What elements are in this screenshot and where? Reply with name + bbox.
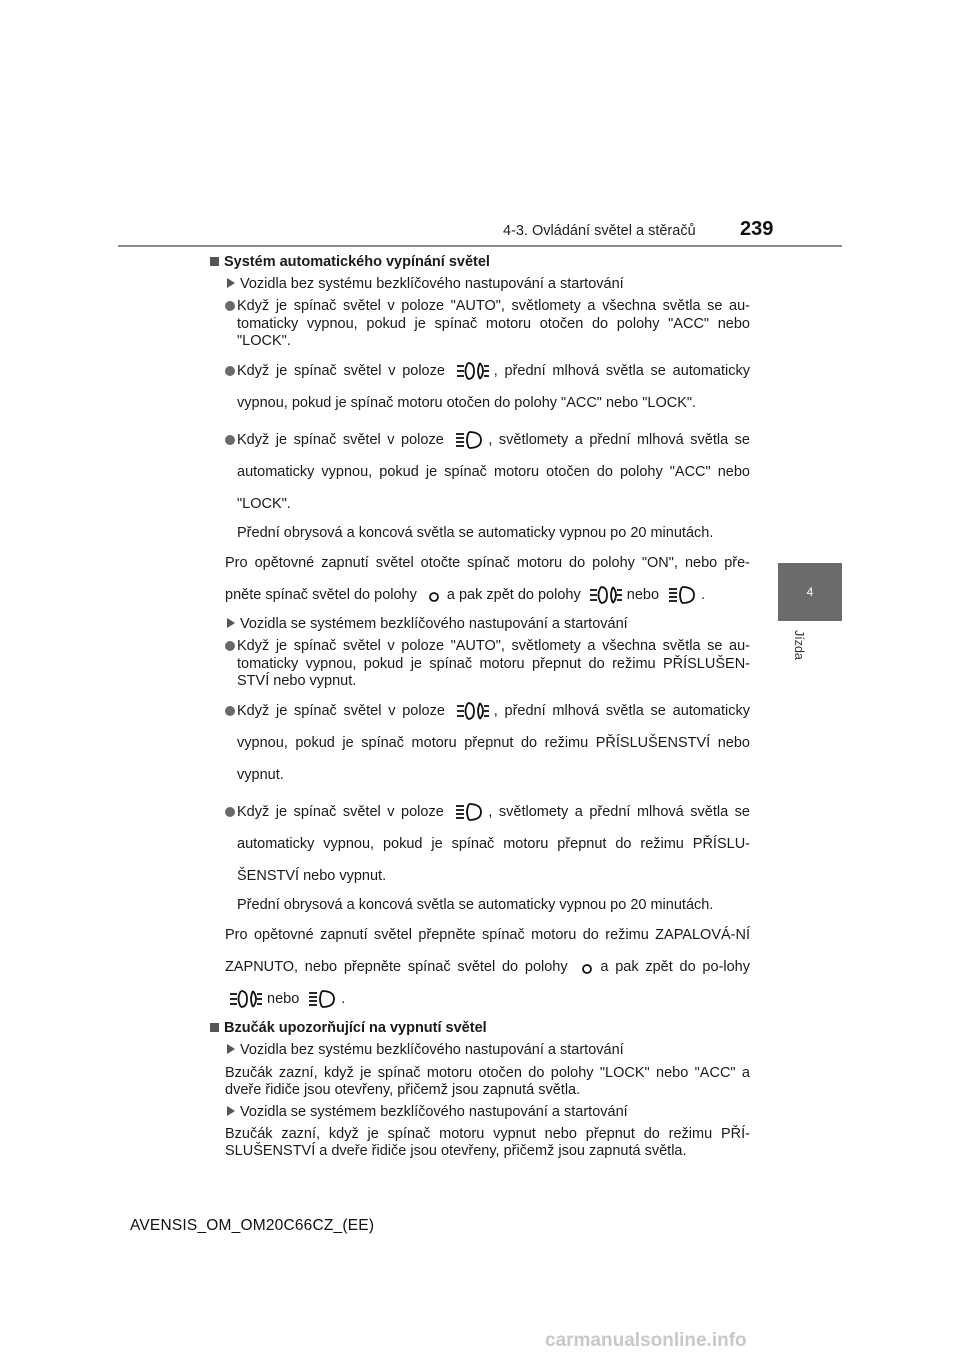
bullet-dot-icon (225, 366, 235, 376)
bullet-dot-icon (225, 807, 235, 817)
chapter-tab (778, 563, 842, 621)
bullet-dot-icon (225, 301, 235, 311)
subheading: Vozidla se systémem bezklíčového nastupování a startování (227, 616, 750, 633)
bullet-item: Když je spínač světel v poloze "AUTO", světlomety a všechna světla se au-tomaticky vypnou, pokud je spínač motoru otočen do polohy "ACC" nebo "LOCK". (225, 298, 750, 350)
bullet-item: Když je spínač světel v poloze "AUTO", světlomety a všechna světla se au-tomaticky vypnou, pokud je spínač motoru přepnut do režimu PŘÍSLUŠEN-STVÍ nebo vypnut. (225, 638, 750, 690)
headlight-icon (454, 801, 484, 823)
watermark: carmanualsonline.info (545, 1330, 747, 1351)
headlight-icon (667, 584, 697, 606)
section-heading: Bzučák upozorňující na vypnutí světel (210, 1020, 750, 1037)
subheading: Vozidla bez systému bezklíčového nastupování a startování (227, 276, 750, 293)
front-fog-light-icon (589, 584, 623, 606)
front-fog-light-icon (229, 988, 263, 1010)
heading-square-icon (210, 1023, 219, 1032)
paragraph: Bzučák zazní, když je spínač motoru vypnut nebo přepnut do režimu PŘÍ-SLUŠENSTVÍ a dveře řidiče jsou otevřeny, přičemž jsou zapnutá světla. (225, 1126, 750, 1160)
paragraph: Pro opětovné zapnutí světel přepněte spínač motoru do režimu ZAPALOVÁ-NÍ ZAPNUTO, nebo přepněte spínač světel do polohy a pak zpět do po-lohy nebo . (225, 919, 750, 1015)
lights-off-icon (578, 958, 596, 976)
triangle-icon (227, 618, 235, 628)
document-code: AVENSIS_OM_OM20C66CZ_(EE) (130, 1217, 375, 1234)
triangle-icon (227, 1044, 235, 1054)
section-title: 4-3. Ovládání světel a stěračů (503, 223, 696, 239)
paragraph: Pro opětovné zapnutí světel otočte spínač motoru do polohy "ON", nebo pře-pněte spínač světel do polohy a pak zpět do polohy nebo . (225, 547, 750, 611)
headlight-icon (307, 988, 337, 1010)
header-divider (118, 245, 842, 247)
bullet-note: Přední obrysová a koncová světla se automaticky vypnou po 20 minutách. (237, 897, 714, 914)
paragraph: Bzučák zazní, když je spínač motoru otočen do polohy "LOCK" nebo "ACC" a dveře řidiče jsou otevřeny, přičemž jsou zapnutá světla. (225, 1064, 750, 1098)
chapter-label: Jízda (792, 630, 806, 660)
page-content (210, 254, 750, 1166)
bullet-item: Když je spínač světel v poloze , světlomety a přední mlhová světla se automaticky vypnou, pokud je spínač motoru otočen do polohy "ACC" nebo "LOCK". (225, 424, 750, 520)
heading-square-icon (210, 257, 219, 266)
bullet-dot-icon (225, 706, 235, 716)
triangle-icon (227, 1106, 235, 1116)
front-fog-light-icon (456, 700, 490, 722)
subheading: Vozidla se systémem bezklíčového nastupování a startování (227, 1104, 750, 1121)
section-heading: Systém automatického vypínání světel (210, 254, 750, 271)
bullet-dot-icon (225, 435, 235, 445)
chapter-number: 4 (806, 585, 814, 599)
lights-off-icon (425, 586, 443, 604)
subheading: Vozidla bez systému bezklíčového nastupování a startování (227, 1042, 750, 1059)
bullet-dot-icon (225, 641, 235, 651)
headlight-icon (454, 429, 484, 451)
front-fog-light-icon (456, 360, 490, 382)
bullet-item: Když je spínač světel v poloze , světlomety a přední mlhová světla se automaticky vypnou, pokud je spínač motoru přepnut do režimu PŘÍSLU-ŠENSTVÍ nebo vypnut. (225, 796, 750, 892)
bullet-note: Přední obrysová a koncová světla se automaticky vypnou po 20 minutách. (237, 525, 714, 542)
page-number: 239 (740, 218, 774, 240)
triangle-icon (227, 278, 235, 288)
bullet-item: Když je spínač světel v poloze , přední mlhová světla se automaticky vypnou, pokud je spínač motoru otočen do polohy "ACC" nebo "LOCK". (225, 355, 750, 419)
bullet-item: Když je spínač světel v poloze , přední mlhová světla se automaticky vypnou, pokud je spínač motoru přepnut do režimu PŘÍSLUŠENSTVÍ nebo vypnut. (225, 695, 750, 791)
